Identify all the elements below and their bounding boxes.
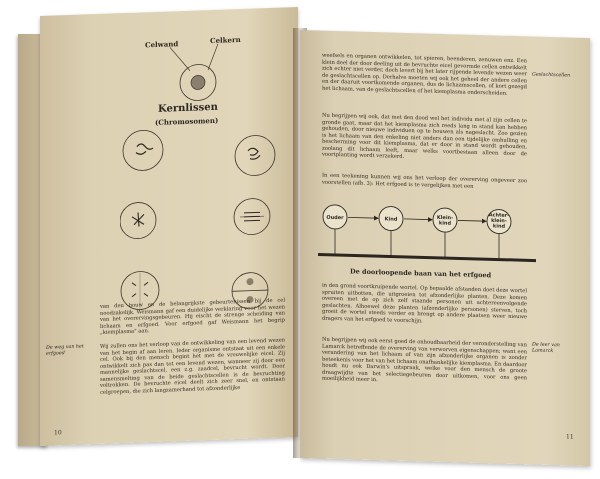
cell-division-illustration	[120, 27, 290, 313]
right-paragraph-2: Nu begrijpen wij ook, dat met den dood wel het individu met al zijn cellen te gronde gaat, maar dat het kiemplasma zich reeds lang in stand kan hebben gehouden, door nieuwe individuen op te bouwen als nageslacht. Zoo gezien is het lichaam van den enkeling niet anders dan een tijdelijke omhulling en bescherming voor dit kiemplasma, dat er door in stand wordt gehouden, zoolang dit lichaam leeft, maar welks voortbestaan alleen door de voortplanting wordt verzekerd.	[322, 112, 527, 160]
node-label-line: Achter-	[488, 212, 510, 219]
left-page-number: 10	[54, 429, 62, 437]
cell-stage-2	[123, 130, 163, 171]
right-paragraph-1: weefsels en organen ontwikkelen, tot spieren, beenderen, zenuwen enz. Een klein deel der door deeling uit de bevruchte eicel gevormde cellen ontwikkelt zich echter niet verder, doch levert bij het later rijpende levende wezen weer de geslachtscellen op. Derhalve moeten wij ook het geheel der andere cellen en der daaruit voortkomende organen, dus de lichaamscellen, of kort gezegd het lichaam, van de geslachtscellen of het kiemplasma onderscheiden.	[322, 52, 527, 97]
cell-stage-4	[120, 202, 156, 239]
left-margin-note: De weg van het erfgoed	[46, 344, 84, 357]
celkern-label: Celkern	[210, 34, 241, 46]
left-text-top: van den bouw en de belangrijkste gebeurtenissen bij de cel noodzakelijk. Weismann gaf een duidelijke verklaring voor het wezen van het overervingsgebeuren. Hij eischt de strenge scheiding van lichaam en erfgoed. Voor erfgoed gaf Weismann het begrip „kiemplasma" aan.	[100, 297, 285, 336]
node-label-line: Klein-	[436, 214, 454, 222]
right-margin-note-2: De leer van Lamarck	[532, 342, 560, 354]
node-label-kleinkind	[437, 215, 453, 227]
node-label-line: klein-	[491, 217, 507, 225]
left-text-bottom: Wij zullen ons het verloop van de ontwikkeling van een levend wezen van het begin af aan leren. Ieder organisme ontstaat uit een enkele cel. Ook bij den mensch begint het met de vrouwelijke eicel. Zij ontwikkelt zich pas dan tot een levend wezen, wanneer zij door een mannelijke geslachtscel, een z.g. zaadcel, bevrucht wordt. Door samensmelting van de beide geslachtscellen is de bevruchting voltrokken. De bevruchte eicel deelt zich zeer snel, en ontstaan celgroepen, die zich langzamerhand tot afzonderlijke	[100, 337, 285, 396]
diagram-caption: De doorloopende baan van het erfgoed	[350, 267, 492, 280]
right-page-number: 11	[566, 433, 574, 441]
celwand-label: Celwand	[145, 39, 179, 50]
right-paragraph-4: in den grond voortkruipende wortel. Op bepaalde afstanden doet deze wortel spruiten uitbotten, die uitgroeien tot afzonderlijke planten. Deze komen overeen met de op zich zelf staande personen uit achtereenvolgende geslachten. Alhoewel deze planten (afzonderlijke personen) sterven, toch groeit de wortel steeds verder en brengt op andere plaatsen weer nieuwe dragers van het erfgoed te voorschijn.	[322, 282, 527, 324]
node-label-kind	[385, 216, 398, 222]
right-page	[300, 30, 590, 466]
left-page	[40, 7, 298, 446]
right-margin-note-1: Geslachtscellen	[532, 72, 571, 79]
chromosomen-label: (Chromosomen)	[155, 115, 219, 127]
cell-stage-1	[180, 64, 216, 101]
node-label-line: Kind	[384, 216, 398, 223]
node-label-line: kind	[438, 220, 452, 227]
right-paragraph-5: Nu begrijpen wij ook eerst goed de onhoudbaarheid der veronderstelling van Lamarck betreffende de overerving van verworven eigenschappen; want een verandering van het lichaam of van zijn afzonderlijke organen is zonder beteekenis voor het van het lichaam onafhankelijke kiemplasma. En daardoor houdt nu ook Darwin's uitspraak, welke voor den mensch de groote draagwijdte van het selectiegebeuren door uitkomen, voor ons geen moeilijkheid meer in.	[322, 336, 527, 384]
cell-stage-5	[234, 198, 270, 235]
node-label-line: kind	[492, 223, 506, 230]
node-label-line: Ouder	[326, 214, 344, 222]
node-label-ouder	[326, 215, 344, 221]
kernlissen-label: Kernlissen	[158, 101, 218, 115]
cell-stage-3	[235, 135, 275, 176]
right-paragraph-3: In een teekening kunnen wij ons het verloop der overerving ongeveer zoo voorstellen (afb. 3): Het erfgoed is te vergelijken met een	[322, 172, 527, 190]
